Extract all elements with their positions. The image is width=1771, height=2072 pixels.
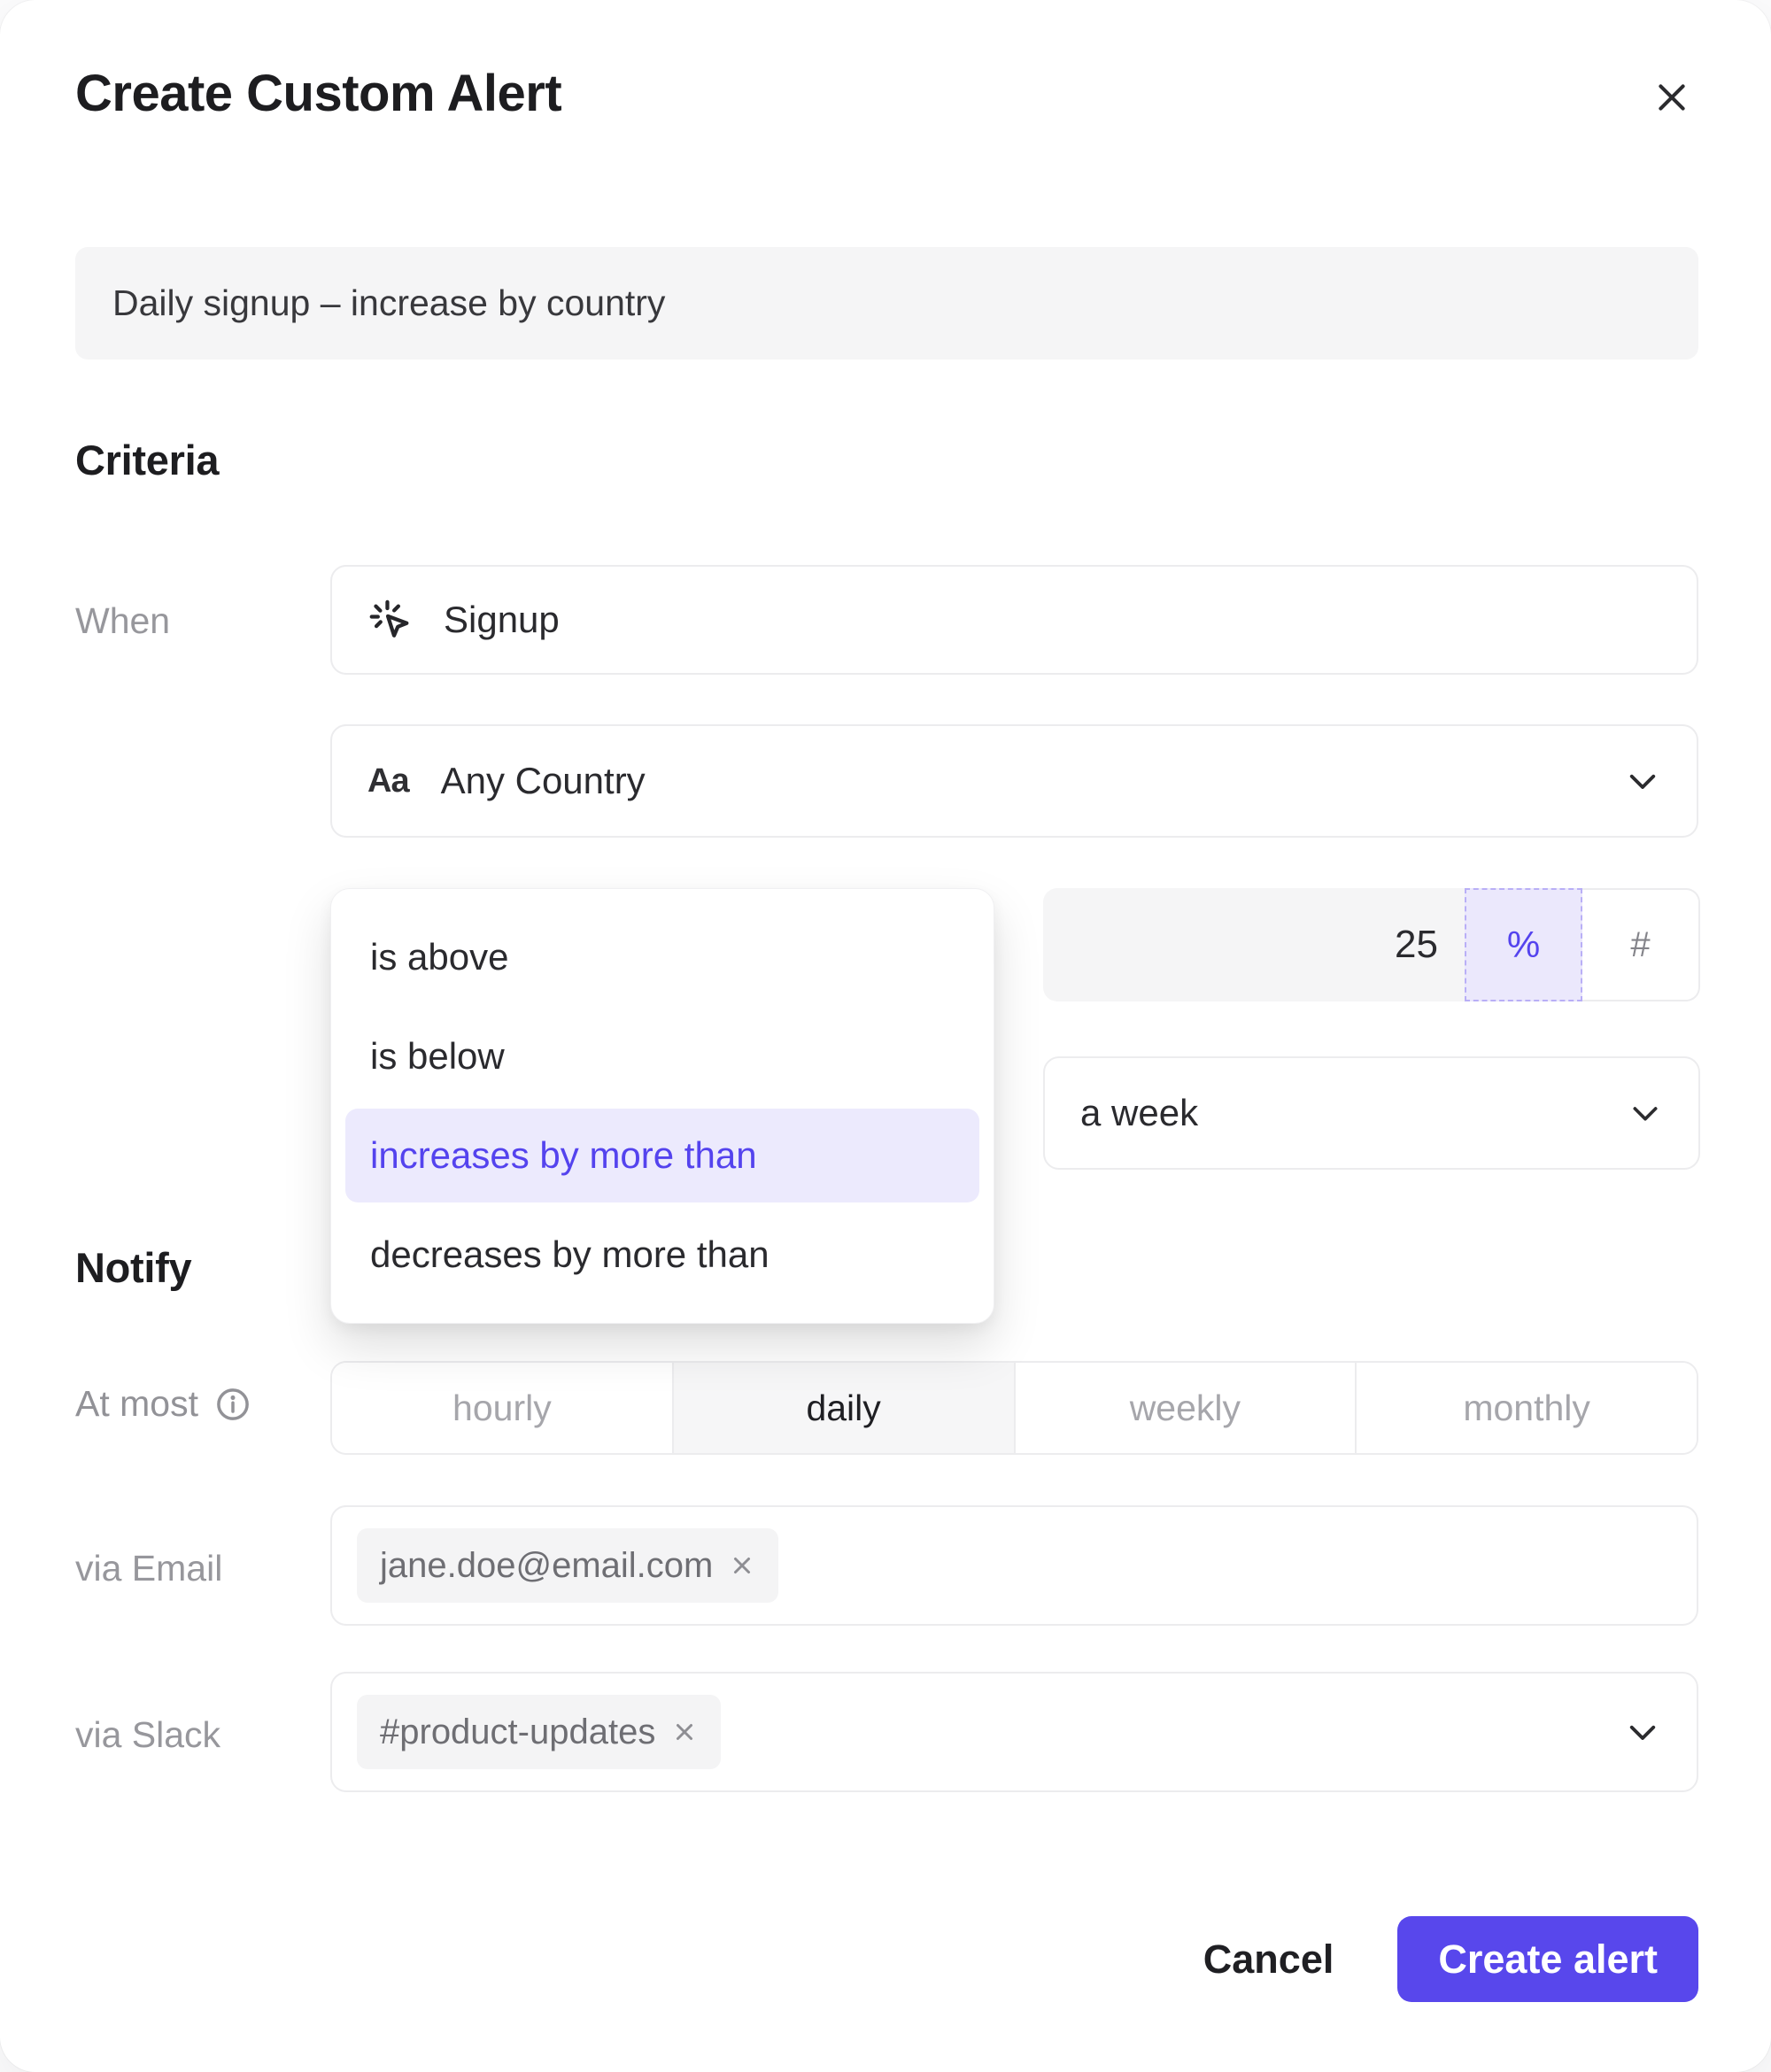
frequency-option-weekly[interactable]: weekly	[1016, 1363, 1357, 1453]
email-recipients-input[interactable]	[330, 1505, 1698, 1626]
remove-slack-icon[interactable]	[671, 1719, 698, 1745]
close-button[interactable]	[1643, 69, 1700, 126]
cursor-click-icon	[367, 599, 414, 641]
threshold-value: 25	[1395, 923, 1438, 966]
unit-percent-toggle[interactable]	[1465, 888, 1582, 1001]
when-label: When	[75, 600, 171, 641]
remove-email-icon[interactable]	[729, 1552, 755, 1579]
alert-name-value: Daily signup – increase by country	[112, 282, 666, 323]
slack-chip	[357, 1695, 721, 1769]
email-chip-text: jane.doe@email.com	[380, 1545, 714, 1585]
frequency-option-daily[interactable]: daily	[674, 1363, 1016, 1453]
condition-option-is-below[interactable]: is below	[370, 1035, 505, 1077]
footer-actions	[0, 1916, 1698, 2002]
via-email-label: via Email	[75, 1548, 223, 1589]
unit-number-toggle[interactable]	[1582, 888, 1700, 1001]
frequency-option-monthly[interactable]: monthly	[1357, 1363, 1697, 1453]
info-icon[interactable]	[214, 1386, 251, 1423]
condition-option-increases-by-more-than[interactable]: increases by more than	[345, 1109, 979, 1202]
event-input[interactable]	[330, 565, 1698, 675]
chevron-down-icon	[1624, 762, 1661, 800]
via-slack-label: via Slack	[75, 1714, 221, 1755]
hash-icon: #	[1630, 924, 1651, 964]
notify-heading: Notify	[75, 1244, 192, 1291]
cancel-button[interactable]: Cancel	[1203, 1936, 1334, 1982]
percent-icon: %	[1506, 924, 1541, 965]
slack-channels-select[interactable]	[330, 1672, 1698, 1792]
chevron-down-icon	[1628, 1095, 1663, 1131]
criteria-heading: Criteria	[75, 437, 220, 483]
condition-option-decreases-by-more-than[interactable]: decreases by more than	[370, 1233, 769, 1275]
period-value: a week	[1080, 1092, 1199, 1133]
breakdown-value: Any Country	[440, 760, 646, 801]
condition-dropdown-menu	[330, 888, 994, 1324]
email-chip	[357, 1528, 778, 1603]
at-most-label: At most	[75, 1383, 198, 1424]
condition-option-is-above[interactable]: is above	[370, 936, 509, 978]
alert-name-input[interactable]	[75, 247, 1698, 360]
event-placeholder: Signup	[444, 599, 560, 640]
at-most-label-group	[75, 1383, 251, 1425]
chevron-down-icon	[1624, 1713, 1661, 1751]
create-alert-button[interactable]: Create alert	[1397, 1916, 1698, 2002]
period-select[interactable]	[1043, 1056, 1700, 1170]
frequency-option-hourly[interactable]: hourly	[332, 1363, 674, 1453]
slack-chip-text: #product-updates	[380, 1712, 656, 1751]
threshold-value-input[interactable]	[1043, 888, 1465, 1001]
close-icon	[1652, 78, 1691, 117]
breakdown-select[interactable]	[330, 724, 1698, 838]
text-format-icon: Aa	[367, 762, 409, 800]
frequency-segmented-control	[330, 1361, 1698, 1455]
threshold-group	[1043, 888, 1700, 1001]
modal-title: Create Custom Alert	[75, 65, 562, 122]
